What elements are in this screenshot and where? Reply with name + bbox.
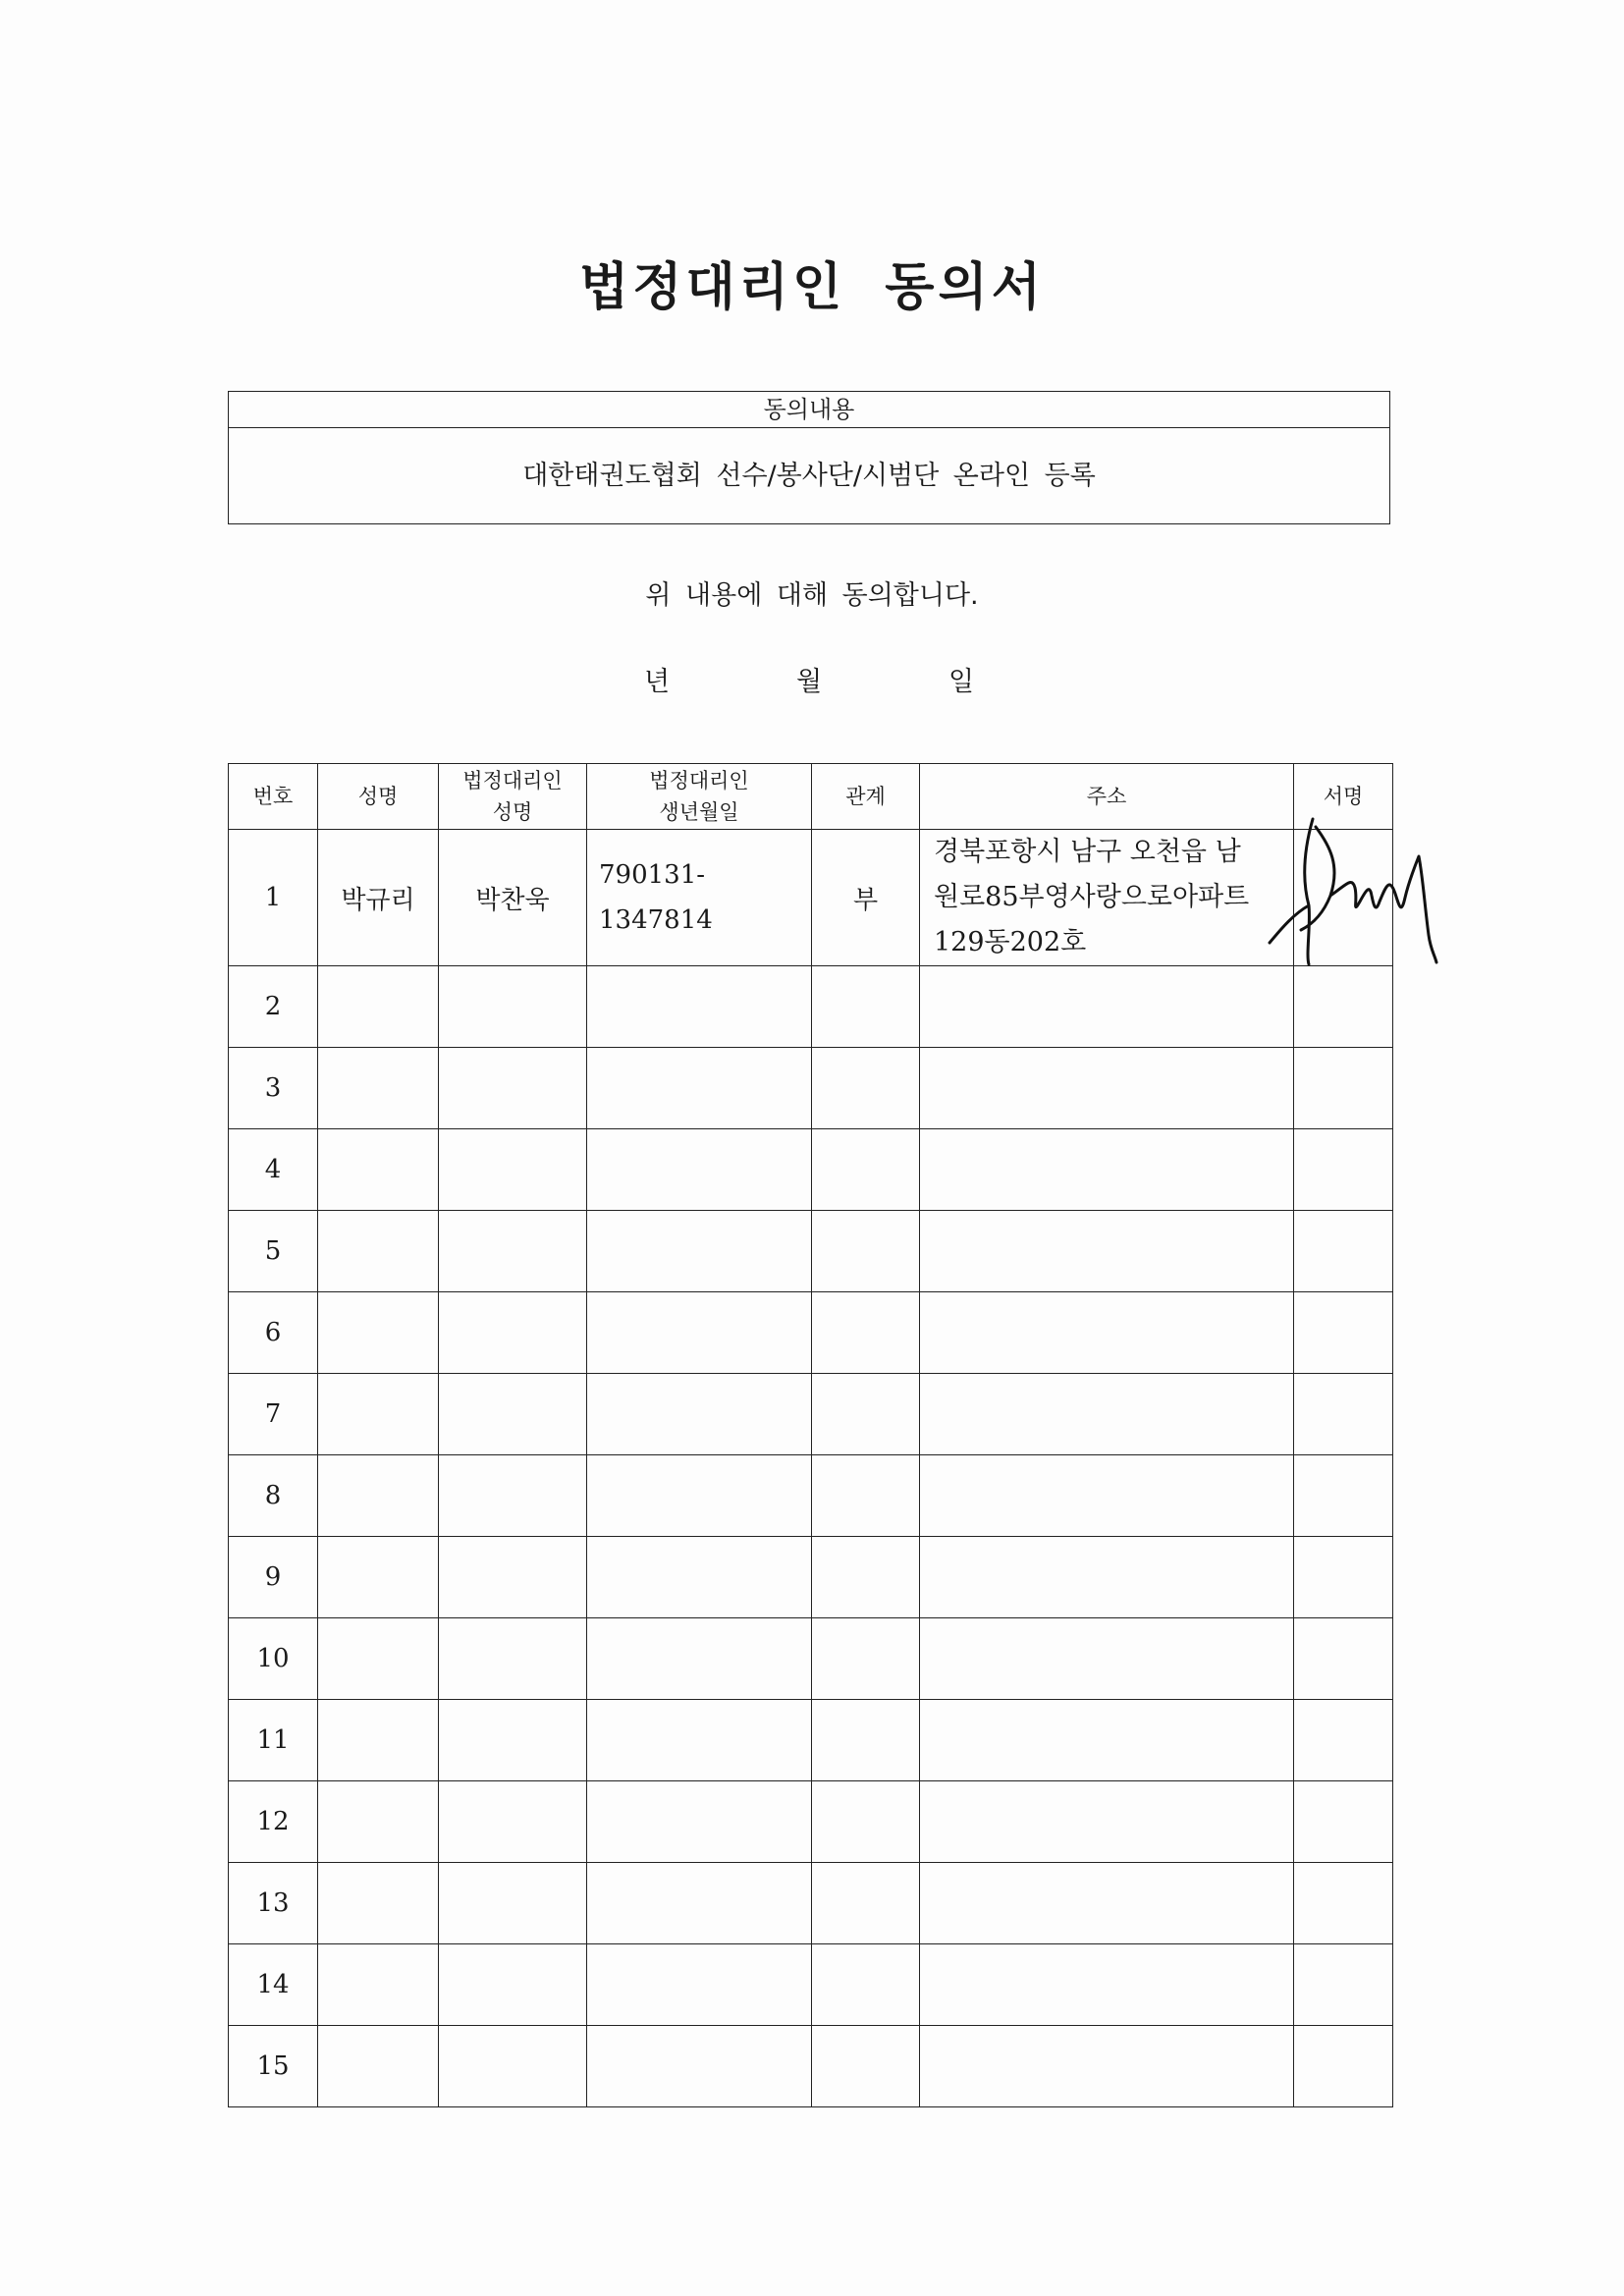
header-guardian-birth-line1: 법정대리인 [649, 769, 749, 793]
table-row [229, 1700, 1393, 1781]
header-relation: 관계 [812, 764, 920, 830]
row-name [318, 1292, 439, 1374]
row-address [920, 1374, 1294, 1455]
row-guardian-name [439, 1944, 587, 2026]
row-guardian-birth [587, 1618, 812, 1700]
row-name [318, 2026, 439, 2107]
row-guardian-birth [587, 1129, 812, 1211]
row-relation [812, 1618, 920, 1700]
row-signature [1294, 966, 1393, 1048]
row-signature [1294, 2026, 1393, 2107]
row-signature [1294, 1048, 1393, 1129]
row-signature [1294, 1374, 1393, 1455]
header-guardian-name [439, 764, 587, 830]
row-number: 11 [229, 1700, 318, 1781]
row-relation [812, 1781, 920, 1863]
table-row [229, 1455, 1393, 1537]
date-line [0, 660, 1624, 699]
row-number: 5 [229, 1211, 318, 1292]
row-number: 13 [229, 1863, 318, 1944]
row-relation [812, 1129, 920, 1211]
address-line3: 129동202호 [934, 927, 1087, 957]
row-address [920, 1863, 1294, 1944]
row-signature [1294, 1944, 1393, 2026]
row-address [920, 1618, 1294, 1700]
header-signature: 서명 [1294, 764, 1393, 830]
consent-body: 대한태권도협회 선수/봉사단/시범단 온라인 등록 [522, 461, 1096, 491]
row-guardian-birth [587, 2026, 812, 2107]
header-guardian-name-line1: 법정대리인 [462, 769, 563, 793]
agreement-statement: 위 내용에 대해 동의합니다. [645, 580, 979, 611]
row-address [920, 1781, 1294, 1863]
table-row [229, 1292, 1393, 1374]
row-guardian-name [439, 1700, 587, 1781]
row-guardian-name [439, 1537, 587, 1618]
row-number: 8 [229, 1455, 318, 1537]
table-row [229, 966, 1393, 1048]
row-relation [812, 1537, 920, 1618]
date-year-label: 년 [644, 667, 671, 697]
row-address [920, 1944, 1294, 2026]
row-number: 15 [229, 2026, 318, 2107]
row-number: 10 [229, 1618, 318, 1700]
row-name [318, 1618, 439, 1700]
row-number: 2 [229, 966, 318, 1048]
row-signature [1294, 1863, 1393, 1944]
row-relation [812, 1211, 920, 1292]
row-guardian-name [439, 1048, 587, 1129]
table-row [229, 2026, 1393, 2107]
row-signature [1294, 1618, 1393, 1700]
row-name [318, 1048, 439, 1129]
row-guardian-birth [587, 1700, 812, 1781]
row-guardian-birth [587, 1455, 812, 1537]
row-guardian-birth [587, 1374, 812, 1455]
row-guardian-birth [587, 1944, 812, 2026]
row-relation [812, 966, 920, 1048]
row-guardian-birth [587, 1537, 812, 1618]
row-relation [812, 2026, 920, 2107]
row-signature [1294, 830, 1393, 966]
row-guardian-name [439, 966, 587, 1048]
row-guardian-birth [587, 830, 812, 966]
table-row [229, 1211, 1393, 1292]
row-relation: 부 [812, 830, 920, 966]
row-name [318, 1374, 439, 1455]
birth-line1: 790131- [599, 860, 706, 890]
table-row [229, 1537, 1393, 1618]
row-guardian-name [439, 1292, 587, 1374]
row-number: 12 [229, 1781, 318, 1863]
row-guardian-name [439, 1211, 587, 1292]
table-row [229, 830, 1393, 966]
row-guardian-birth [587, 1048, 812, 1129]
row-address [920, 830, 1294, 966]
row-address [920, 1700, 1294, 1781]
row-guardian-birth [587, 1292, 812, 1374]
row-signature [1294, 1211, 1393, 1292]
table-row [229, 1129, 1393, 1211]
table-row [229, 1944, 1393, 2026]
row-relation [812, 1944, 920, 2026]
row-address [920, 1537, 1294, 1618]
row-name [318, 966, 439, 1048]
row-number: 1 [229, 830, 318, 966]
row-relation [812, 1700, 920, 1781]
address-line1: 경북포항시 남구 오천읍 남 [934, 837, 1241, 867]
row-signature [1294, 1292, 1393, 1374]
row-signature [1294, 1537, 1393, 1618]
row-signature [1294, 1455, 1393, 1537]
row-number: 4 [229, 1129, 318, 1211]
row-name [318, 1781, 439, 1863]
row-name [318, 1700, 439, 1781]
table-row [229, 1618, 1393, 1700]
date-day-label: 일 [948, 667, 975, 697]
table-row [229, 1374, 1393, 1455]
row-relation [812, 1292, 920, 1374]
row-address [920, 2026, 1294, 2107]
table-row [229, 1863, 1393, 1944]
row-address [920, 1211, 1294, 1292]
row-name [318, 1455, 439, 1537]
birth-line2: 1347814 [599, 905, 713, 935]
header-name: 성명 [318, 764, 439, 830]
row-guardian-name [439, 2026, 587, 2107]
table-row [229, 1781, 1393, 1863]
row-guardian-name [439, 1863, 587, 1944]
row-signature [1294, 1700, 1393, 1781]
row-address [920, 1129, 1294, 1211]
row-address [920, 966, 1294, 1048]
header-guardian-name-line2: 성명 [492, 800, 533, 824]
row-guardian-name [439, 1374, 587, 1455]
row-address [920, 1292, 1294, 1374]
header-address: 주소 [920, 764, 1294, 830]
row-guardian-birth [587, 1211, 812, 1292]
date-month-label: 월 [796, 667, 823, 697]
row-number: 7 [229, 1374, 318, 1455]
row-name: 박규리 [318, 830, 439, 966]
row-name [318, 1211, 439, 1292]
row-address [920, 1455, 1294, 1537]
address-line2: 원로85부영사랑으로아파트 [934, 882, 1250, 912]
row-guardian-name [439, 1129, 587, 1211]
row-signature [1294, 1129, 1393, 1211]
row-address [920, 1048, 1294, 1129]
row-signature [1294, 1781, 1393, 1863]
table-row [229, 1048, 1393, 1129]
row-name [318, 1129, 439, 1211]
row-number: 14 [229, 1944, 318, 2026]
header-guardian-birth-line2: 생년월일 [659, 800, 739, 824]
row-relation [812, 1048, 920, 1129]
consent-heading: 동의내용 [229, 392, 1389, 428]
row-relation [812, 1455, 920, 1537]
row-name [318, 1863, 439, 1944]
consent-box [228, 391, 1390, 524]
row-number: 9 [229, 1537, 318, 1618]
row-guardian-birth [587, 966, 812, 1048]
row-relation [812, 1374, 920, 1455]
row-guardian-birth [587, 1781, 812, 1863]
row-guardian-name [439, 1618, 587, 1700]
row-relation [812, 1863, 920, 1944]
row-guardian-name [439, 1781, 587, 1863]
row-number: 6 [229, 1292, 318, 1374]
row-guardian-name [439, 1455, 587, 1537]
row-guardian-name: 박찬욱 [439, 830, 587, 966]
row-number: 3 [229, 1048, 318, 1129]
row-name [318, 1944, 439, 2026]
registration-table [228, 763, 1393, 2107]
document-title: 법정대리인 동의서 [579, 258, 1045, 317]
row-guardian-birth [587, 1863, 812, 1944]
header-no: 번호 [229, 764, 318, 830]
header-guardian-birth [587, 764, 812, 830]
table-header-row [229, 764, 1393, 830]
row-name [318, 1537, 439, 1618]
